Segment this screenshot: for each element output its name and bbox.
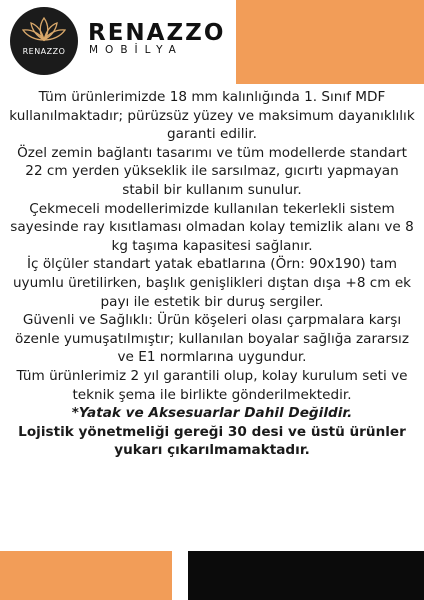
- notice-excluded: *Yatak ve Aksesuarlar Dahil Değildir.: [71, 405, 353, 422]
- product-description: [8, 88, 416, 460]
- paragraph-dimensions: İç ölçüler standart yatak ebatlarına (Örn: 90x190) tam uyumlu üretilirken, başlık genişlikleri dıştan dışa +8 cm ek payı ile estetik bir duruş sergiler.: [12, 256, 412, 310]
- bottom-orange-block: [0, 551, 172, 600]
- paragraph-stability: Özel zemin bağlantı tasarımı ve tüm modellerde standart 22 cm yerden yükseklik ile sarsılmaz, gıcırtı yapmayan stabil bir kullanım sunulur.: [17, 144, 407, 198]
- lotus-icon: [19, 14, 69, 44]
- brand-name: RENAZZO: [88, 20, 226, 46]
- paragraph-mdf: Tüm ürünlerimizde 18 mm kalınlığında 1. Sınıf MDF kullanılmaktadır; pürüzsüz yüzey ve maksimum dayanıklılık garanti edilir.: [9, 89, 415, 143]
- paragraph-drawers: Çekmeceli modellerimizde kullanılan tekerlekli sistem sayesinde ray kısıtlaması olmadan kolay temizlik alanı ve 8 kg taşıma kapasitesi sağlanır.: [10, 200, 414, 254]
- notice-logistics: Lojistik yönetmeliği gereği 30 desi ve üstü ürünler yukarı çıkarılmamaktadır.: [18, 423, 406, 459]
- bottom-black-block: [188, 551, 424, 600]
- paragraph-safety: Güvenli ve Sağlıklı: Ürün köşeleri olası çarpmalara karşı özenle yumuşatılmıştır; kullanılan boyalar sağlığa zararsız ve E1 normlarına uygundur.: [15, 312, 409, 366]
- orange-corner-block: [236, 0, 424, 84]
- brand-subtitle: MOBİLYA: [89, 44, 183, 56]
- logo-text: RENAZZO: [22, 47, 66, 56]
- paragraph-warranty: Tüm ürünlerimiz 2 yıl garantili olup, kolay kurulum seti ve teknik şema ile birlikte gönderilmektedir.: [16, 367, 408, 403]
